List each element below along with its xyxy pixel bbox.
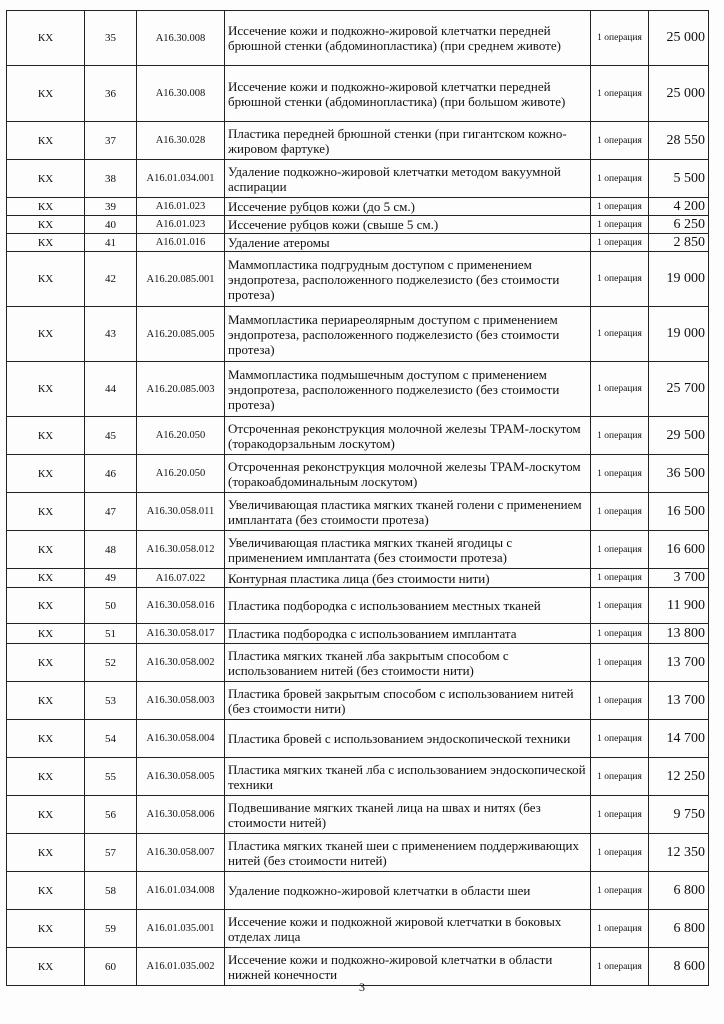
number-cell: 58 xyxy=(85,872,137,910)
unit-cell: 1 операция xyxy=(591,252,649,307)
table-row xyxy=(7,11,709,66)
code-cell: A16.30.058.011 xyxy=(137,493,225,531)
service-name-cell: Контурная пластика лица (без стоимости нити) xyxy=(225,569,591,588)
service-name-cell: Пластика передней брюшной стенки (при гигантском кожно-жировом фартуке) xyxy=(225,122,591,160)
unit-cell: 1 операция xyxy=(591,307,649,362)
price-cell: 8 600 xyxy=(649,948,709,986)
price-cell: 29 500 xyxy=(649,417,709,455)
section-cell: КХ xyxy=(7,531,85,569)
section-cell: КХ xyxy=(7,216,85,234)
service-name-cell: Пластика мягких тканей лба закрытым способом с использованием нитей (без стоимости нити) xyxy=(225,644,591,682)
price-cell: 13 700 xyxy=(649,682,709,720)
service-name-cell: Увеличивающая пластика мягких тканей ягодицы с применением имплантата (без стоимости протеза) xyxy=(225,531,591,569)
price-cell: 3 700 xyxy=(649,569,709,588)
code-cell: A16.30.058.017 xyxy=(137,624,225,644)
service-name-cell: Отсроченная реконструкция молочной железы TPAM-лоскутом (торакодорзальным лоскутом) xyxy=(225,417,591,455)
section-cell: КХ xyxy=(7,588,85,624)
section-cell: КХ xyxy=(7,796,85,834)
number-cell: 46 xyxy=(85,455,137,493)
unit-cell: 1 операция xyxy=(591,948,649,986)
number-cell: 55 xyxy=(85,758,137,796)
price-cell: 6 800 xyxy=(649,910,709,948)
number-cell: 45 xyxy=(85,417,137,455)
table-row xyxy=(7,66,709,122)
number-cell: 53 xyxy=(85,682,137,720)
number-cell: 42 xyxy=(85,252,137,307)
unit-cell: 1 операция xyxy=(591,122,649,160)
service-name-cell: Пластика мягких тканей шеи с применением поддерживающих нитей (без стоимости нитей) xyxy=(225,834,591,872)
code-cell: A16.01.023 xyxy=(137,216,225,234)
unit-cell: 1 операция xyxy=(591,796,649,834)
unit-cell: 1 операция xyxy=(591,644,649,682)
number-cell: 37 xyxy=(85,122,137,160)
price-cell: 25 000 xyxy=(649,66,709,122)
service-name-cell: Удаление подкожно-жировой клетчатки в области шеи xyxy=(225,872,591,910)
section-cell: КХ xyxy=(7,834,85,872)
unit-cell: 1 операция xyxy=(591,720,649,758)
table-row xyxy=(7,682,709,720)
table-row xyxy=(7,234,709,252)
table-row xyxy=(7,252,709,307)
service-name-cell: Подвешивание мягких тканей лица на швах и нитях (без стоимости нитей) xyxy=(225,796,591,834)
price-cell: 6 800 xyxy=(649,872,709,910)
service-name-cell: Иссечение кожи и подкожно-жировой клетчатки передней брюшной стенки (абдоминопластика) (при среднем животе) xyxy=(225,11,591,66)
price-cell: 16 600 xyxy=(649,531,709,569)
section-cell: КХ xyxy=(7,198,85,216)
service-name-cell: Отсроченная реконструкция молочной железы TPAM-лоскутом (торакоабдоминальным лоскутом) xyxy=(225,455,591,493)
number-cell: 59 xyxy=(85,910,137,948)
unit-cell: 1 операция xyxy=(591,493,649,531)
code-cell: A16.30.058.012 xyxy=(137,531,225,569)
service-name-cell: Маммопластика подмышечным доступом с применением эндопротеза, расположенного поджелезисто (без стоимости протеза) xyxy=(225,362,591,417)
section-cell: КХ xyxy=(7,720,85,758)
number-cell: 47 xyxy=(85,493,137,531)
section-cell: КХ xyxy=(7,307,85,362)
table-row xyxy=(7,624,709,644)
service-name-cell: Иссечение рубцов кожи (до 5 см.) xyxy=(225,198,591,216)
unit-cell: 1 операция xyxy=(591,234,649,252)
unit-cell: 1 операция xyxy=(591,624,649,644)
table-row xyxy=(7,834,709,872)
service-name-cell: Пластика бровей с использованием эндоскопической техники xyxy=(225,720,591,758)
number-cell: 50 xyxy=(85,588,137,624)
number-cell: 60 xyxy=(85,948,137,986)
section-cell: КХ xyxy=(7,66,85,122)
unit-cell: 1 операция xyxy=(591,160,649,198)
price-cell: 11 900 xyxy=(649,588,709,624)
table-row xyxy=(7,644,709,682)
code-cell: A16.20.085.003 xyxy=(137,362,225,417)
number-cell: 43 xyxy=(85,307,137,362)
code-cell: A16.01.023 xyxy=(137,198,225,216)
code-cell: A16.30.058.007 xyxy=(137,834,225,872)
number-cell: 54 xyxy=(85,720,137,758)
table-row xyxy=(7,758,709,796)
code-cell: A16.01.035.002 xyxy=(137,948,225,986)
service-name-cell: Пластика подбородка с использованием имплантата xyxy=(225,624,591,644)
table-row xyxy=(7,720,709,758)
table-row xyxy=(7,198,709,216)
table-row xyxy=(7,531,709,569)
unit-cell: 1 операция xyxy=(591,682,649,720)
price-cell: 5 500 xyxy=(649,160,709,198)
section-cell: КХ xyxy=(7,455,85,493)
section-cell: КХ xyxy=(7,417,85,455)
code-cell: A16.20.050 xyxy=(137,417,225,455)
service-name-cell: Удаление подкожно-жировой клетчатки методом вакуумной аспирации xyxy=(225,160,591,198)
code-cell: A16.01.035.001 xyxy=(137,910,225,948)
price-cell: 16 500 xyxy=(649,493,709,531)
service-name-cell: Удаление атеромы xyxy=(225,234,591,252)
unit-cell: 1 операция xyxy=(591,417,649,455)
price-cell: 2 850 xyxy=(649,234,709,252)
table-row xyxy=(7,910,709,948)
section-cell: КХ xyxy=(7,624,85,644)
section-cell: КХ xyxy=(7,362,85,417)
unit-cell: 1 операция xyxy=(591,362,649,417)
table-row xyxy=(7,122,709,160)
table-row xyxy=(7,160,709,198)
code-cell: A16.30.058.016 xyxy=(137,588,225,624)
code-cell: A16.20.085.001 xyxy=(137,252,225,307)
price-cell: 12 250 xyxy=(649,758,709,796)
section-cell: КХ xyxy=(7,252,85,307)
service-name-cell: Маммопластика периареолярным доступом с применением эндопротеза, расположенного поджелезисто (без стоимости протеза) xyxy=(225,307,591,362)
price-cell: 13 800 xyxy=(649,624,709,644)
number-cell: 41 xyxy=(85,234,137,252)
price-cell: 4 200 xyxy=(649,198,709,216)
number-cell: 57 xyxy=(85,834,137,872)
code-cell: A16.30.058.004 xyxy=(137,720,225,758)
number-cell: 52 xyxy=(85,644,137,682)
section-cell: КХ xyxy=(7,948,85,986)
price-table xyxy=(6,10,709,986)
unit-cell: 1 операция xyxy=(591,11,649,66)
unit-cell: 1 операция xyxy=(591,910,649,948)
section-cell: КХ xyxy=(7,758,85,796)
unit-cell: 1 операция xyxy=(591,588,649,624)
service-name-cell: Пластика бровей закрытым способом с использованием нитей (без стоимости нити) xyxy=(225,682,591,720)
number-cell: 51 xyxy=(85,624,137,644)
unit-cell: 1 операция xyxy=(591,66,649,122)
unit-cell: 1 операция xyxy=(591,872,649,910)
section-cell: КХ xyxy=(7,122,85,160)
code-cell: A16.30.058.005 xyxy=(137,758,225,796)
code-cell: A16.30.058.006 xyxy=(137,796,225,834)
price-cell: 28 550 xyxy=(649,122,709,160)
table-row xyxy=(7,417,709,455)
number-cell: 38 xyxy=(85,160,137,198)
price-cell: 36 500 xyxy=(649,455,709,493)
section-cell: КХ xyxy=(7,569,85,588)
code-cell: A16.30.028 xyxy=(137,122,225,160)
service-name-cell: Пластика мягких тканей лба с использованием эндоскопической техники xyxy=(225,758,591,796)
section-cell: КХ xyxy=(7,644,85,682)
section-cell: КХ xyxy=(7,160,85,198)
unit-cell: 1 операция xyxy=(591,455,649,493)
code-cell: A16.01.034.001 xyxy=(137,160,225,198)
price-cell: 14 700 xyxy=(649,720,709,758)
number-cell: 40 xyxy=(85,216,137,234)
table-row xyxy=(7,455,709,493)
table-row xyxy=(7,307,709,362)
table-row xyxy=(7,362,709,417)
table-row xyxy=(7,588,709,624)
number-cell: 48 xyxy=(85,531,137,569)
number-cell: 44 xyxy=(85,362,137,417)
unit-cell: 1 операция xyxy=(591,834,649,872)
number-cell: 39 xyxy=(85,198,137,216)
code-cell: A16.07.022 xyxy=(137,569,225,588)
unit-cell: 1 операция xyxy=(591,758,649,796)
section-cell: КХ xyxy=(7,11,85,66)
table-row xyxy=(7,872,709,910)
code-cell: A16.01.016 xyxy=(137,234,225,252)
code-cell: A16.30.058.002 xyxy=(137,644,225,682)
price-cell: 25 000 xyxy=(649,11,709,66)
section-cell: КХ xyxy=(7,234,85,252)
price-cell: 19 000 xyxy=(649,252,709,307)
service-name-cell: Маммопластика подгрудным доступом с применением эндопротеза, расположенного поджелезисто (без стоимости протеза) xyxy=(225,252,591,307)
table-row xyxy=(7,216,709,234)
unit-cell: 1 операция xyxy=(591,531,649,569)
unit-cell: 1 операция xyxy=(591,198,649,216)
section-cell: КХ xyxy=(7,872,85,910)
price-cell: 25 700 xyxy=(649,362,709,417)
price-cell: 19 000 xyxy=(649,307,709,362)
number-cell: 56 xyxy=(85,796,137,834)
number-cell: 36 xyxy=(85,66,137,122)
price-cell: 12 350 xyxy=(649,834,709,872)
code-cell: A16.20.085.005 xyxy=(137,307,225,362)
service-name-cell: Иссечение кожи и подкожной жировой клетчатки в боковых отделах лица xyxy=(225,910,591,948)
number-cell: 49 xyxy=(85,569,137,588)
page-number: 3 xyxy=(359,980,365,994)
service-name-cell: Пластика подбородка с использованием местных тканей xyxy=(225,588,591,624)
table-row xyxy=(7,493,709,531)
service-name-cell: Иссечение кожи и подкожно-жировой клетчатки передней брюшной стенки (абдоминопластика) (при большом животе) xyxy=(225,66,591,122)
table-row xyxy=(7,796,709,834)
code-cell: A16.30.058.003 xyxy=(137,682,225,720)
section-cell: КХ xyxy=(7,682,85,720)
unit-cell: 1 операция xyxy=(591,216,649,234)
unit-cell: 1 операция xyxy=(591,569,649,588)
price-cell: 6 250 xyxy=(649,216,709,234)
section-cell: КХ xyxy=(7,910,85,948)
price-cell: 13 700 xyxy=(649,644,709,682)
code-cell: A16.01.034.008 xyxy=(137,872,225,910)
code-cell: A16.20.050 xyxy=(137,455,225,493)
price-cell: 9 750 xyxy=(649,796,709,834)
code-cell: A16.30.008 xyxy=(137,11,225,66)
service-name-cell: Увеличивающая пластика мягких тканей голени с применением имплантата (без стоимости протеза) xyxy=(225,493,591,531)
table-row xyxy=(7,569,709,588)
code-cell: A16.30.008 xyxy=(137,66,225,122)
section-cell: КХ xyxy=(7,493,85,531)
service-name-cell: Иссечение кожи и подкожно-жировой клетчатки в области нижней конечности xyxy=(225,948,591,986)
service-name-cell: Иссечение рубцов кожи (свыше 5 см.) xyxy=(225,216,591,234)
number-cell: 35 xyxy=(85,11,137,66)
